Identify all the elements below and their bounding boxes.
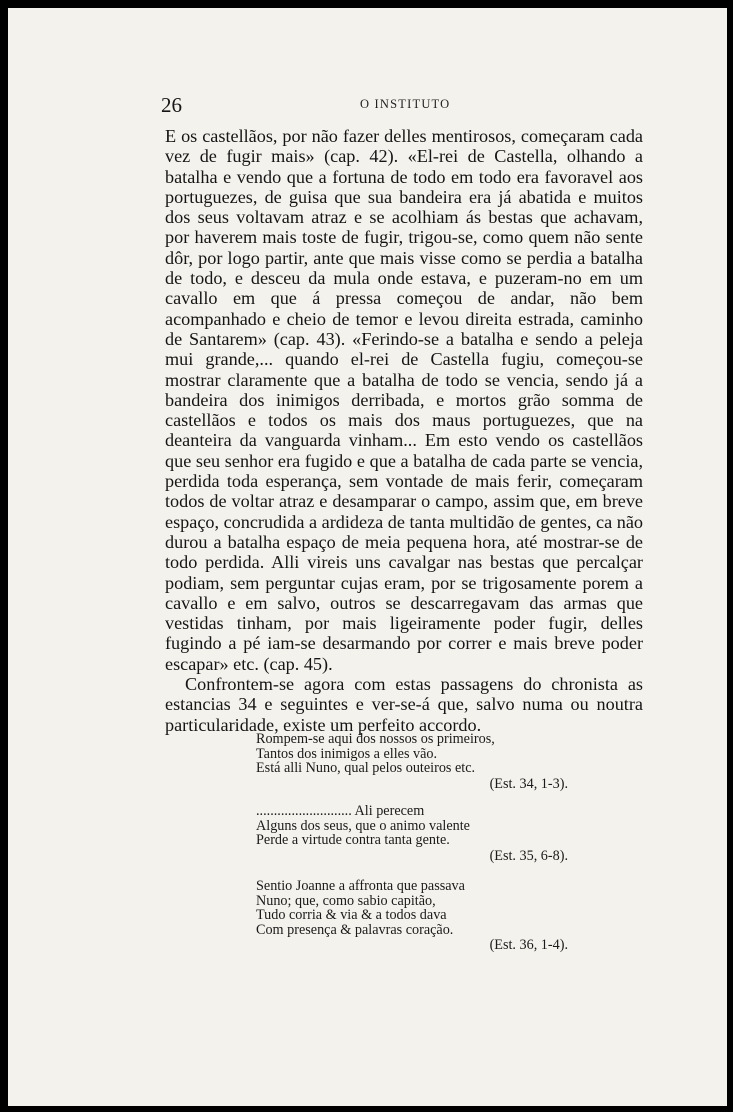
verse-line: Perde a virtude contra tanta gente. [256, 832, 450, 848]
verse-line: Tantos dos inimigos a elles vão. [256, 745, 438, 762]
paragraph-comparison: Confrontem-se agora com estas passagens do chronista as estancias 34 e seguintes e ver-se-á que, salvo numa ou noutra particularidade, existe um perfeito accordo. [165, 674, 643, 735]
verse-block [256, 879, 596, 953]
verse-block [256, 732, 596, 791]
paragraph-quotation: E os castellãos, por não fazer delles mentirosos, começaram cada vez de fugir mais» (cap. 42). «El-rei de Castella, olhando a batalha e vendo que a fortuna de todo em todo era favoravel aos portuguezes, de guisa que sua bandeira era já abatida e muitos dos seus voltavam atraz e se acolhiam ás bestas que achavam, por haverem mais toste de fugir, trigou-se, como quem não sente dôr, por logo partir, ante que mais visse como se perdia a batalha de todo, e desceu da mula onde estava, e puzeram-no em um cavallo em que á pressa começou de andar, não bem acompanhado e cheio de temor e levou direita estrada, caminho de Santarem» (cap. 43). «Ferindo-se a batalha e sendo a peleja mui grande,... quando el-rei de Castella fugiu, começou-se mostrar claramente que a batalha de todo se vencia, sendo já a bandeira dos inimigos derribada, e mortos grão somma de castellãos e todos os mais dos maus portuguezes, que na deanteira da vanguarda vinham... Em esto vendo os castellãos que seu senhor era fugido e que a batalha de cada parte se vencia, perdida toda esperança, sem vontade de mais ferir, começaram todos de voltar atraz e desamparar o campo, assim que, em breve espaço, concrudida a ardideza de tanta multidão de gentes, ca não durou a batalha espaço de meia pequena hora, até mostrar-se de todo perdida. Alli vireis uns cavalgar nas bestas que percalçar podiam, sem perguntar cujas eram, por se trigosamente porem a cavallo e em salvo, outros se descarregavam das armas que vestidas tinham, por mais ligeiramente poder fugir, delles fugindo a pé iam-se desarmando por correr e mais breve poder escapar» etc. (cap. 45). [165, 126, 643, 674]
verse-line: Alguns dos seus, que o animo valente [256, 817, 470, 834]
book-page [8, 8, 727, 1106]
verse-line: Nuno; que, como sabio capitão, [256, 892, 436, 909]
page-number: 26 [161, 93, 182, 117]
verse-block [256, 804, 596, 863]
verse-line: Sentio Joanne a affronta que passava [256, 878, 465, 894]
verse-line: Com presença & palavras coração. [256, 921, 454, 938]
verse-line: Está alli Nuno, qual pelos outeiros etc. [256, 760, 476, 776]
verse-line: Tudo corria & via & a todos dava [256, 907, 447, 923]
verse-line: Rompem-se aqui dos nossos os primeiros, [256, 731, 495, 747]
verse-reference: (Est. 34, 1-3). [489, 775, 568, 792]
body-text [165, 126, 643, 735]
verse-reference: (Est. 36, 1-4). [489, 937, 568, 953]
verse-line: ........................... Ali perecem [256, 803, 425, 819]
verse-reference: (Est. 35, 6-8). [489, 847, 568, 864]
page-header [8, 93, 727, 117]
running-title: O INSTITUTO [360, 97, 451, 111]
